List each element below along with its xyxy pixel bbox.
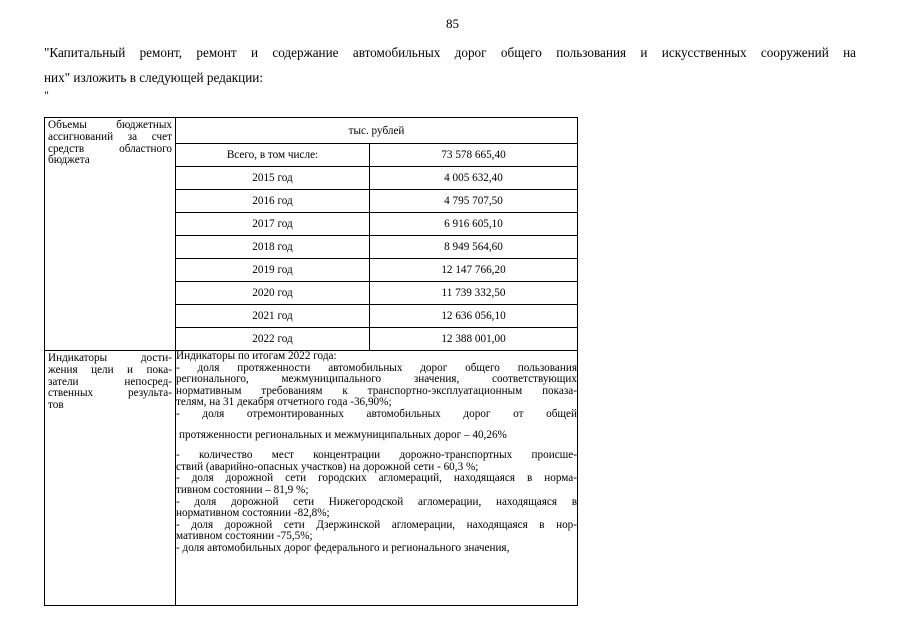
row-label: 2015 год — [176, 167, 370, 190]
row-amount: 73 578 665,40 — [370, 144, 578, 167]
row-amount: 4 005 632,40 — [370, 167, 578, 190]
intro-line-2: них" изложить в следующей редакции: — [44, 70, 263, 85]
indicator-line: регионального, межмуниципального значения, соответствующих — [176, 373, 577, 386]
indicator-line: - доля дорожной сети Нижегородской агломерации, находящаяся в — [176, 495, 577, 508]
indicator-line: - доля дорожной сети Дзержинской агломерации, находящаяся в нор- — [176, 518, 577, 531]
row-amount: 11 739 332,50 — [370, 282, 578, 305]
row-amount: 12 388 001,00 — [370, 328, 578, 351]
row-label: 2017 год — [176, 213, 370, 236]
indicator-line: - доля автомобильных дорог федерального и регионального значения, — [176, 541, 510, 554]
indicators-header: Индикаторы по итогам 2022 года: — [176, 350, 337, 362]
row-amount: 12 147 766,20 — [370, 259, 578, 282]
indicator-line: мативном состоянии -75,5%; — [176, 530, 313, 543]
row-label: Всего, в том числе: — [176, 144, 370, 167]
indicators-label-line: ственных результа- — [48, 387, 172, 400]
budget-label-cell — [45, 118, 176, 351]
indicators-label-cell — [45, 351, 176, 606]
row-label: 2018 год — [176, 236, 370, 259]
unit-header: тыс. рублей — [176, 118, 578, 144]
intro-paragraph — [44, 40, 856, 90]
row-amount: 6 916 605,10 — [370, 213, 578, 236]
indicators-label-line: тов — [48, 399, 64, 412]
budget-label-line: бюджета — [48, 154, 90, 167]
row-label: 2020 год — [176, 282, 370, 305]
row-amount: 8 949 564,60 — [370, 236, 578, 259]
row-amount: 12 636 056,10 — [370, 305, 578, 328]
budget-table — [44, 117, 578, 606]
row-label: 2022 год — [176, 328, 370, 351]
indicators-label-line: жения цели и пока- — [48, 363, 172, 376]
indicator-line: - доля протяженности автомобильных дорог общего пользования — [176, 361, 577, 374]
indicators-label-line: Индикаторы дости- — [48, 352, 172, 364]
row-label: 2021 год — [176, 305, 370, 328]
indicator-line: тивном состоянии – 81,9 %; — [176, 483, 309, 496]
indicator-line: ствий (аварийно-опасных участков) на дорожной сети - 60,3 %; — [176, 460, 479, 473]
indicator-line: - количество мест концентрации дорожно-транспортных происше- — [176, 449, 577, 462]
budget-label-line: средств областного — [48, 142, 172, 155]
indicator-line: протяженности региональных и межмуниципальных дорог – 40,26% — [179, 428, 507, 441]
intro-line-1: "Капитальный ремонт, ремонт и содержание автомобильных дорог общего пользования и искусственных сооружений на — [44, 45, 856, 60]
page-number: 85 — [446, 16, 459, 31]
indicator-line: телям, на 31 декабря отчетного года -36,90%; — [176, 396, 392, 409]
indicator-line: - доля отремонтированных автомобильных дорог от общей — [176, 407, 577, 420]
indicators-label-line: затели непосред- — [48, 375, 172, 388]
budget-label-line: ассигнований за счет — [48, 130, 172, 143]
indicator-line: - доля дорожной сети городских агломераций, находящаяся в норма- — [176, 472, 577, 485]
indicator-line: нормативным требованиям к транспортно-эксплуатационным показа- — [176, 384, 577, 397]
row-label: 2016 год — [176, 190, 370, 213]
indicators-cell — [176, 351, 578, 606]
indicator-line: нормативном состоянии -82,8%; — [176, 507, 330, 520]
budget-label-line: Объемы бюджетных — [48, 119, 172, 131]
opening-quote: " — [44, 88, 49, 102]
row-label: 2019 год — [176, 259, 370, 282]
row-amount: 4 795 707,50 — [370, 190, 578, 213]
